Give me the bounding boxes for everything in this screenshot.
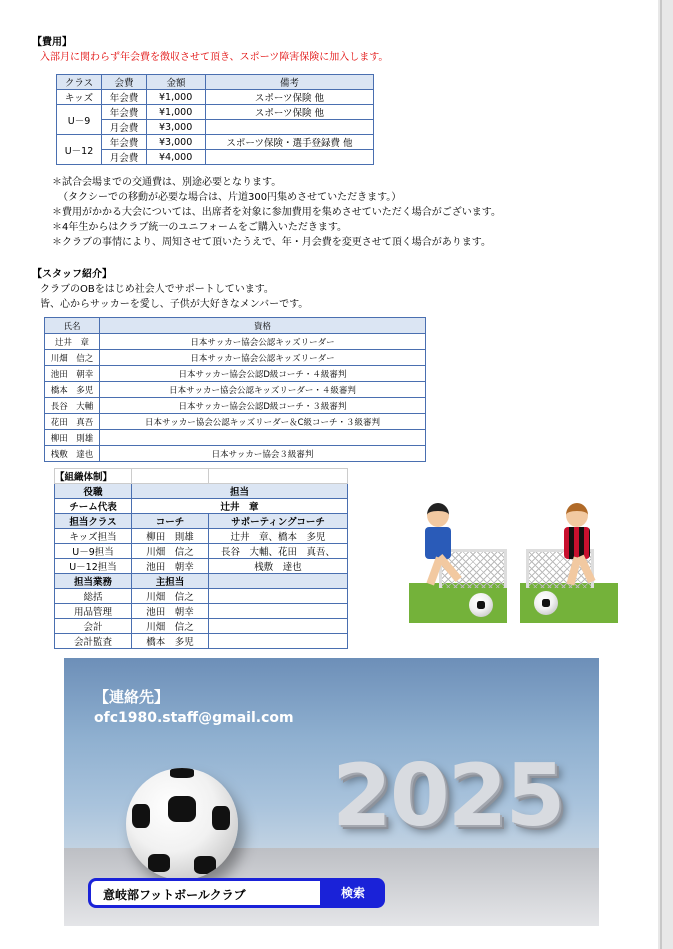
fee-type: 年会費 <box>102 90 147 105</box>
fee-note: スポーツ保険 他 <box>206 105 374 120</box>
staff-qual: 日本サッカー協会公認D級コーチ・３級審判 <box>100 398 426 414</box>
org-th-main: 主担当 <box>132 574 209 589</box>
org-duty: 会計 <box>55 619 132 634</box>
org-empty-cell <box>132 469 209 484</box>
staff-qual: 日本サッカー協会公認キッズリーダー <box>100 350 426 366</box>
staff-qual: 日本サッカー協会公認キッズリーダー＆C級コーチ・３級審判 <box>100 414 426 430</box>
table-row <box>55 604 348 619</box>
staff-name: 川畑 信之 <box>45 350 100 366</box>
table-row <box>55 619 348 634</box>
org-empty-cell <box>209 469 348 484</box>
org-main: 川畑 信之 <box>132 619 209 634</box>
fee-note <box>206 120 374 135</box>
staff-qual: 日本サッカー協会公認キッズリーダー・４級審判 <box>100 382 426 398</box>
org-rep-name: 辻井 章 <box>132 499 348 514</box>
org-main: 橋本 多児 <box>132 634 209 649</box>
girl-soccer-illustration <box>520 493 618 623</box>
org-coach: 池田 朝幸 <box>132 559 209 574</box>
staff-th-name: 氏名 <box>45 318 100 334</box>
fee-th-fee: 会費 <box>102 75 147 90</box>
page-edge <box>660 0 662 949</box>
org-th-support: サポーティングコーチ <box>209 514 348 529</box>
org-class: キッズ担当 <box>55 529 132 544</box>
fee-class: U－12 <box>57 135 102 165</box>
staff-qual: 日本サッカー協会公認D級コーチ・４級審判 <box>100 366 426 382</box>
table-row <box>45 382 426 398</box>
org-empty-cell <box>209 634 348 649</box>
table-row <box>55 499 348 514</box>
table-row <box>45 334 426 350</box>
org-th-duty: 担当業務 <box>55 574 132 589</box>
fee-type: 年会費 <box>102 105 147 120</box>
table-row <box>57 135 374 150</box>
org-duty: 会計監査 <box>55 634 132 649</box>
org-class: U－12担当 <box>55 559 132 574</box>
fee-note-line: （タクシーでの移動が必要な場合は、片道300円集めさせていただきます。） <box>58 192 402 203</box>
staff-name: 橋本 多児 <box>45 382 100 398</box>
table-row <box>57 105 374 120</box>
fee-note-line: ＊試合会場までの交通費は、別途必要となります。 <box>52 177 282 188</box>
fee-note <box>206 150 374 165</box>
staff-name: 柳田 則雄 <box>45 430 100 446</box>
table-row <box>55 529 348 544</box>
org-support: 辻井 章、橋本 多児 <box>209 529 348 544</box>
contact-banner <box>64 658 599 926</box>
table-row <box>57 120 374 135</box>
table-row <box>45 366 426 382</box>
search-text: 意岐部フットボールクラブ <box>103 888 246 902</box>
org-empty-cell <box>209 574 348 589</box>
org-support: 桟敷 達也 <box>209 559 348 574</box>
soccer-ball-image <box>126 768 238 880</box>
staff-name: 池田 朝幸 <box>45 366 100 382</box>
org-th-role: 役職 <box>55 484 132 499</box>
staff-name: 辻井 章 <box>45 334 100 350</box>
staff-name: 長谷 大輔 <box>45 398 100 414</box>
staff-qual: 日本サッカー協会公認キッズリーダー <box>100 334 426 350</box>
table-row <box>55 544 348 559</box>
contact-email[interactable]: ofc1980.staff@gmail.com <box>94 710 294 726</box>
org-coach: 川畑 信之 <box>132 544 209 559</box>
org-coach: 柳田 則雄 <box>132 529 209 544</box>
fee-table <box>56 74 374 165</box>
fee-amount: ¥4,000 <box>147 150 206 165</box>
fee-amount: ¥3,000 <box>147 135 206 150</box>
fee-note-line: ＊費用がかかる大会については、出席者を対象に参加費用を集めさせていただく場合がございます。 <box>52 207 501 218</box>
staff-name: 花田 真吾 <box>45 414 100 430</box>
org-support: 長谷 大輔、花田 真吾、 <box>209 544 348 559</box>
fee-amount: ¥1,000 <box>147 90 206 105</box>
org-th-coach: コーチ <box>132 514 209 529</box>
table-row <box>57 150 374 165</box>
staff-qual <box>100 430 426 446</box>
fee-class: キッズ <box>57 90 102 105</box>
search-button[interactable]: 検索 <box>321 878 385 908</box>
fee-type: 月会費 <box>102 150 147 165</box>
org-duty: 用品管理 <box>55 604 132 619</box>
fee-th-amount: 金額 <box>147 75 206 90</box>
org-th-person: 担当 <box>132 484 348 499</box>
table-row <box>45 398 426 414</box>
fee-amount: ¥3,000 <box>147 120 206 135</box>
table-row <box>45 446 426 462</box>
org-table <box>54 468 348 649</box>
org-th-class: 担当クラス <box>55 514 132 529</box>
year-2025-graphic: 2025 <box>332 746 564 846</box>
staff-name: 桟敷 達也 <box>45 446 100 462</box>
org-rep-label: チーム代表 <box>55 499 132 514</box>
table-row <box>45 414 426 430</box>
fee-type: 年会費 <box>102 135 147 150</box>
org-empty-cell <box>209 619 348 634</box>
staff-th-qual: 資格 <box>100 318 426 334</box>
fee-class: U－9 <box>57 105 102 135</box>
fee-type: 月会費 <box>102 120 147 135</box>
org-heading: 【組織体制】 <box>55 469 132 484</box>
table-row <box>45 430 426 446</box>
contact-heading: 【連絡先】 <box>94 688 170 706</box>
boy-soccer-illustration <box>409 493 507 623</box>
org-main: 川畑 信之 <box>132 589 209 604</box>
fee-note-line: ＊クラブの事情により、周知させて頂いたうえで、年・月会費を変更させて頂く場合があります。 <box>52 237 491 248</box>
table-row <box>55 634 348 649</box>
org-duty: 総括 <box>55 589 132 604</box>
org-main: 池田 朝幸 <box>132 604 209 619</box>
table-row <box>57 90 374 105</box>
table-row <box>55 559 348 574</box>
org-empty-cell <box>209 589 348 604</box>
fees-intro: 入部月に関わらず年会費を徴収させて頂き、スポーツ障害保険に加入します。 <box>40 52 389 63</box>
staff-heading: 【スタッフ紹介】 <box>32 269 112 280</box>
fee-amount: ¥1,000 <box>147 105 206 120</box>
table-row <box>45 350 426 366</box>
staff-intro-2: 皆、心からサッカーを愛し、子供が大好きなメンバーです。 <box>40 299 309 310</box>
fee-note-line: ＊4年生からはクラブ統一のユニフォームをご購入いただきます。 <box>52 222 348 233</box>
org-empty-cell <box>209 604 348 619</box>
fees-heading: 【費用】 <box>32 37 72 48</box>
fee-th-class: クラス <box>57 75 102 90</box>
staff-intro-1: クラブのOBをはじめ社会人でサポートしています。 <box>40 284 274 295</box>
fee-note: スポーツ保険 他 <box>206 90 374 105</box>
fee-note: スポーツ保険・選手登録費 他 <box>206 135 374 150</box>
fee-th-note: 備考 <box>206 75 374 90</box>
staff-qual: 日本サッカー協会３級審判 <box>100 446 426 462</box>
table-row <box>55 589 348 604</box>
staff-table <box>44 317 426 462</box>
search-box[interactable] <box>88 878 323 908</box>
org-class: U－9担当 <box>55 544 132 559</box>
